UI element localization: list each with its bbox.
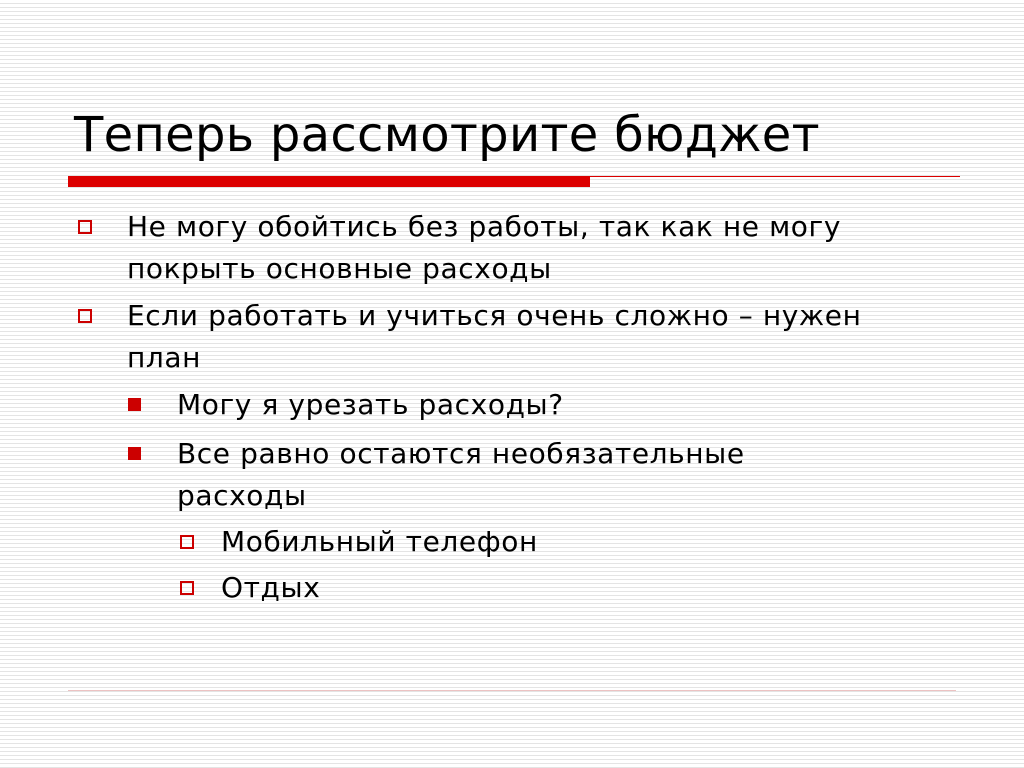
bullet-text: Если работать и учиться очень сложно – нужен план [127, 299, 862, 374]
bullet-text: Не могу обойтись без работы, так как не могу покрыть основные расходы [127, 210, 842, 285]
bullet-item-level-1 [127, 206, 897, 290]
hollow-square-bullet-icon [78, 220, 92, 234]
slide-title: Теперь рассмотрите бюджет [74, 107, 820, 163]
bullet-text: Могу я урезать расходы? [177, 388, 564, 421]
bullet-item-level-2 [177, 384, 877, 426]
bullet-item-level-1 [127, 295, 897, 379]
filled-square-bullet-icon [128, 447, 141, 460]
hollow-square-bullet-icon [180, 535, 194, 549]
bullet-item-level-3 [221, 567, 861, 609]
bullet-text: Все равно остаются необязательные расходы [177, 437, 745, 512]
title-underline-thick [68, 176, 590, 187]
bullet-item-level-3 [221, 521, 861, 563]
hollow-square-bullet-icon [78, 309, 92, 323]
filled-square-bullet-icon [128, 398, 141, 411]
footer-divider [68, 690, 956, 691]
bullet-text: Мобильный телефон [221, 525, 538, 558]
title-underline-thin [590, 176, 960, 177]
bullet-text: Отдых [221, 571, 321, 604]
bullet-item-level-2 [177, 433, 877, 517]
hollow-square-bullet-icon [180, 581, 194, 595]
